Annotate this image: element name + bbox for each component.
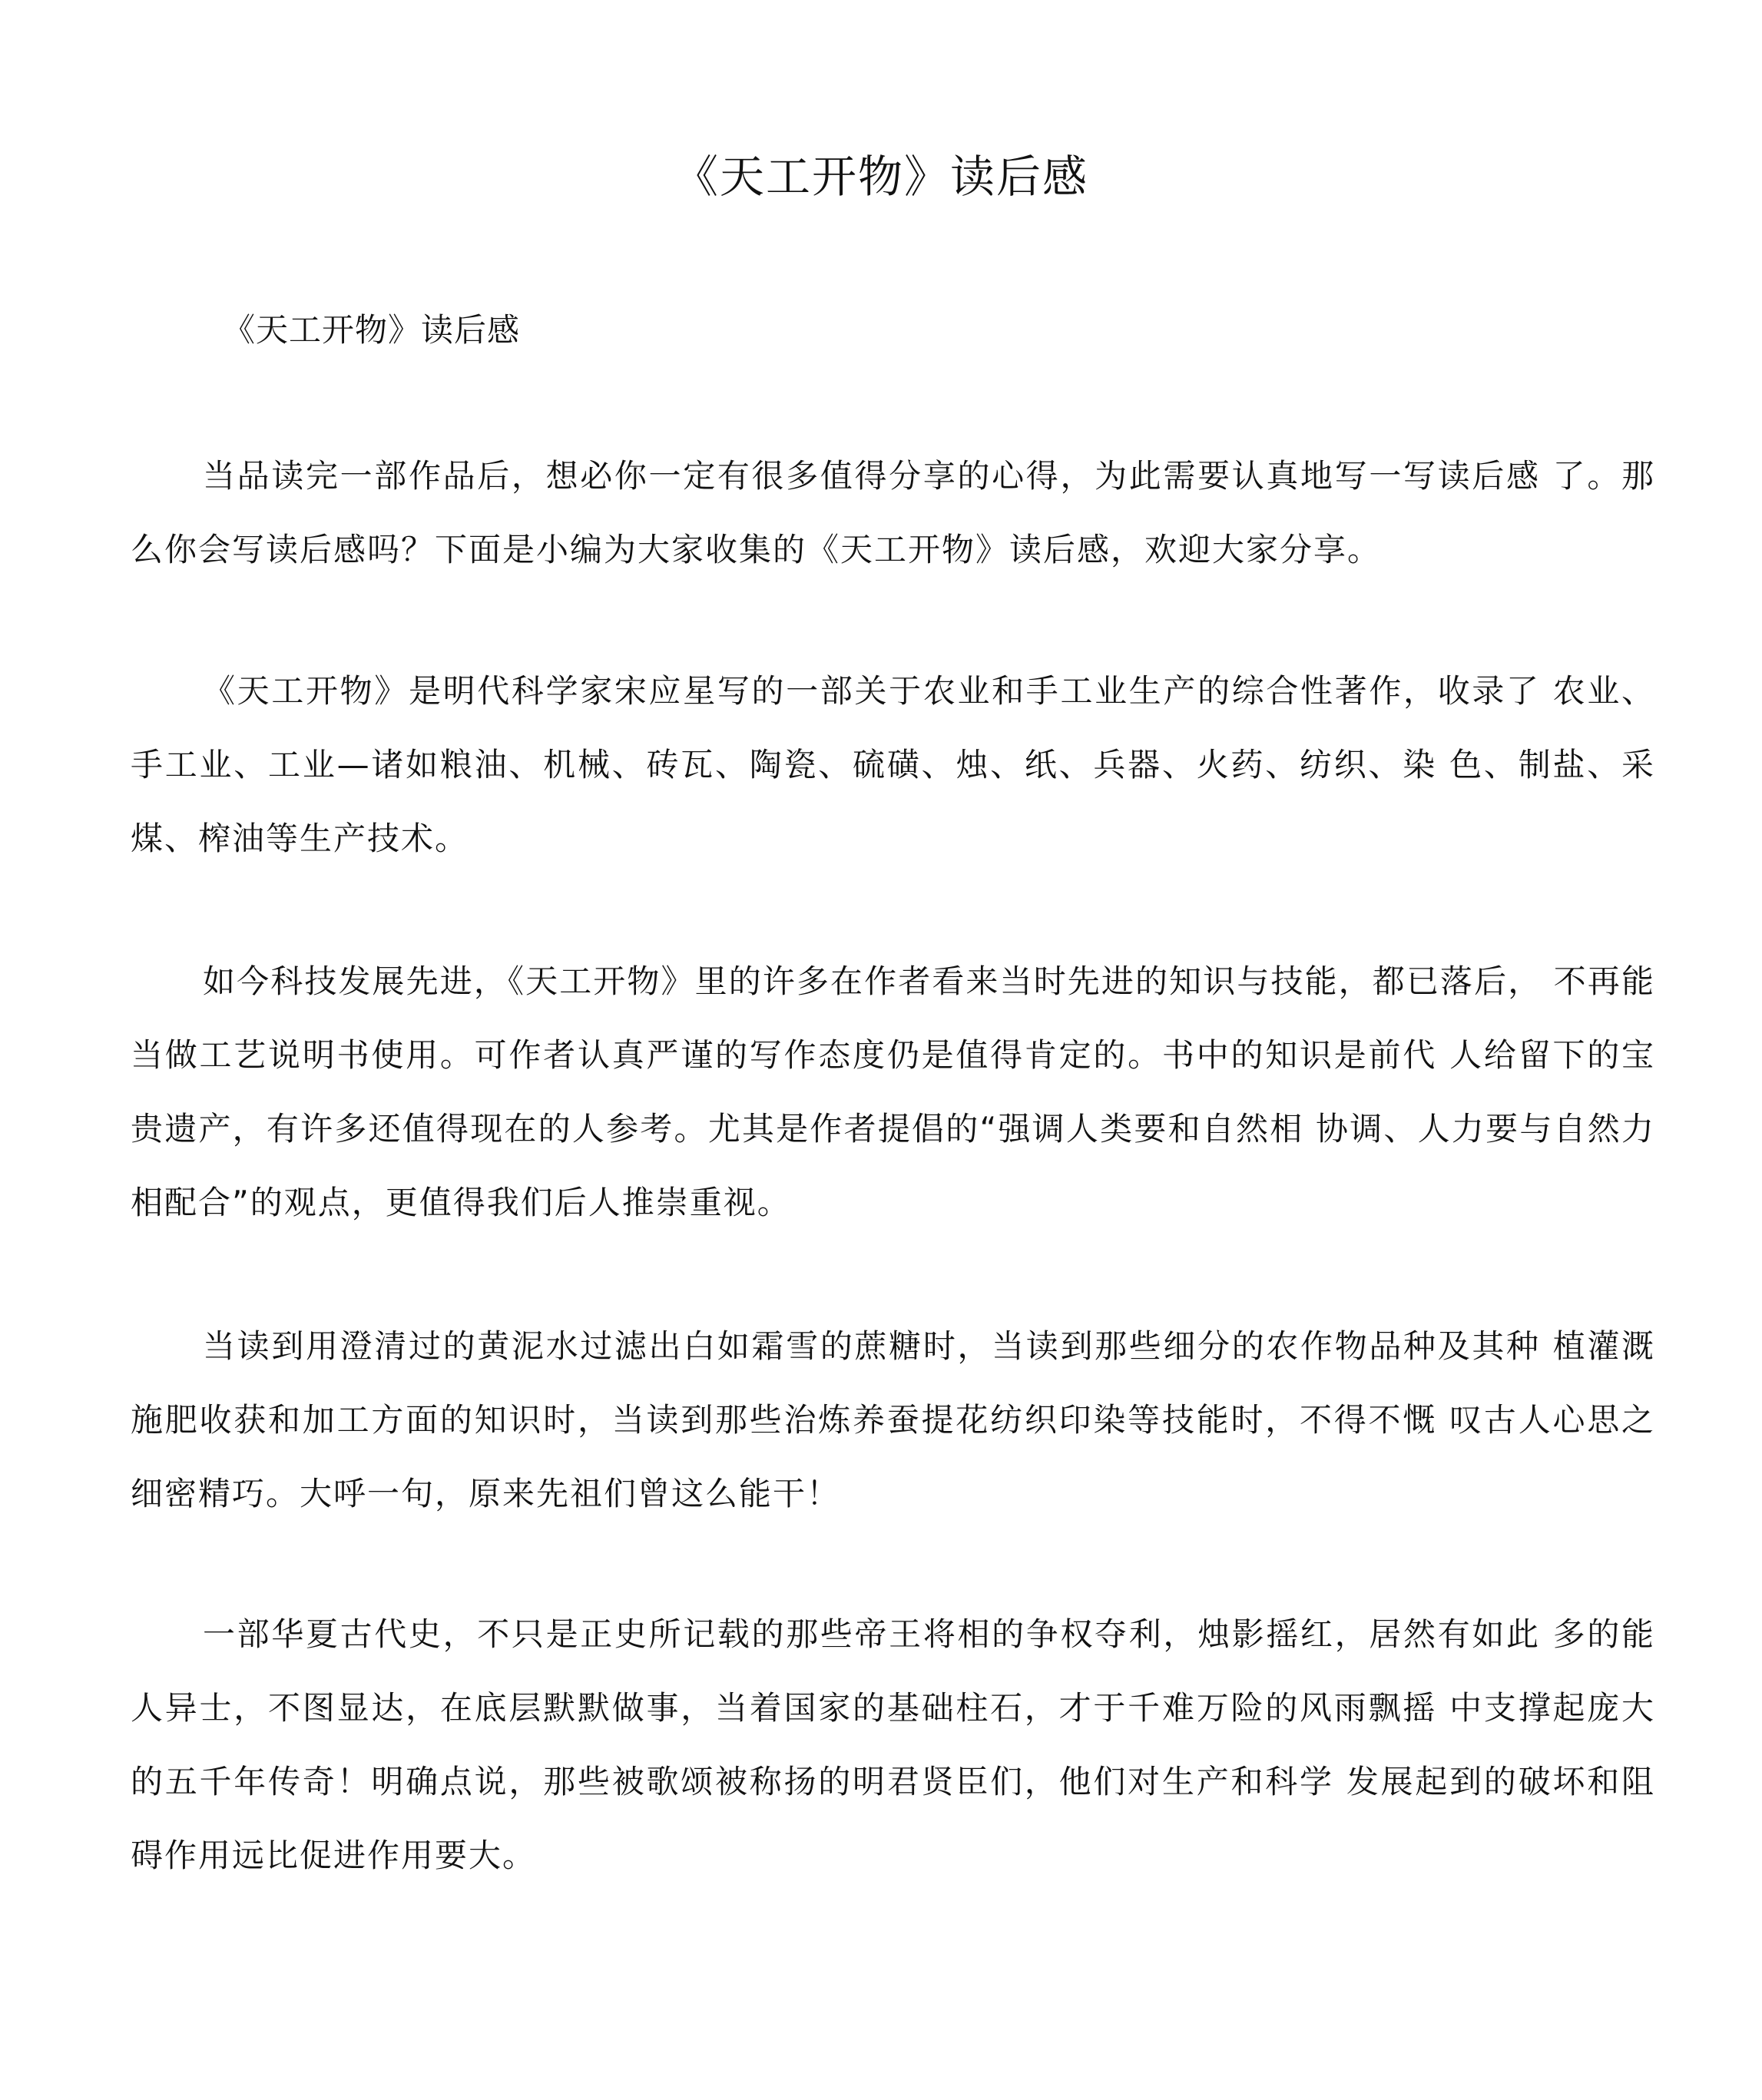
document-title: 《天工开物》读后感 xyxy=(673,151,1088,203)
document-subtitle: 《天工开物》读后感 xyxy=(223,311,521,349)
paragraph-4: 当读到用澄清过的黄泥水过滤出白如霜雪的蔗糖时，当读到那些细分的农作物品种及其种 植灌溉施肥收获和加工方面的知识时，当读到那些治炼养蚕提花纺织印染等技能时，不得不慨 叹古人心思之细密精巧。大呼一句，原来先祖们曾这么能干！ xyxy=(131,1327,1655,1512)
paragraph-3: 如今科技发展先进，《天工开物》里的许多在作者看来当时先进的知识与技能，都已落后， 不再能当做工艺说明书使用。可作者认真严谨的写作态度仍是值得肯定的。书中的知识是前代 人给留下的宝贵遗产，有许多还值得现在的人参考。尤其是作者提倡的“强调人类要和自然相 协调、人力要与自然力相配合”的观点，更值得我们后人推崇重视。 xyxy=(131,962,1655,1221)
paragraph-2: 《天工开物》是明代科学家宋应星写的一部关于农业和手工业生产的综合性著作，收录了 农业、手工业、工业—诸如粮油、机械、砖瓦、陶瓷、硫磺、烛、纸、兵器、火药、纺织、染 色、制盐、采煤、榨油等生产技术。 xyxy=(131,672,1655,857)
paragraph-1: 当品读完一部作品后，想必你一定有很多值得分享的心得，为此需要认真地写一写读后感 了。那么你会写读后感吗？下面是小编为大家收集的《天工开物》读后感，欢迎大家分享。 xyxy=(131,457,1655,568)
paragraph-5: 一部华夏古代史，不只是正史所记载的那些帝王将相的争权夺利，烛影摇红，居然有如此 多的能人异士，不图显达，在底层默默做事，当着国家的基础柱石，才于千难万险的风雨飘摇 中支撑起庞大的五千年传奇！明确点说，那些被歌颂被称扬的明君贤臣们，他们对生产和科学 发展起到的破坏和阻碍作用远比促进作用要大。 xyxy=(131,1615,1655,1874)
